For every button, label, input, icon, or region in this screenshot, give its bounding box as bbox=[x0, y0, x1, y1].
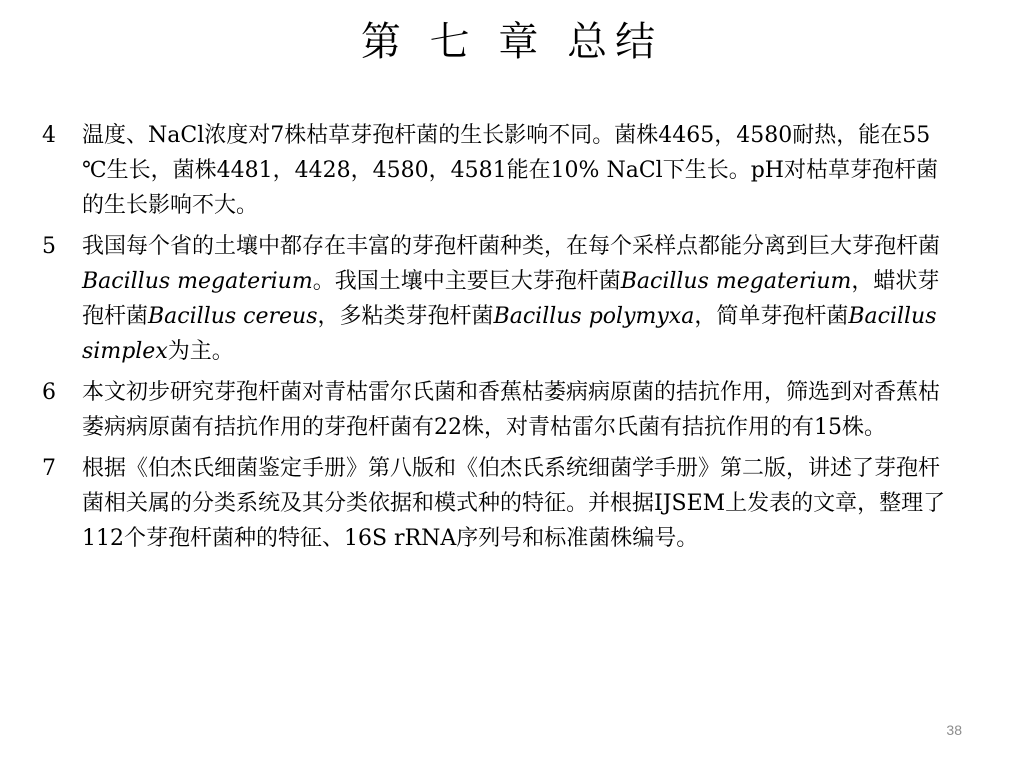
item-number: 4 bbox=[42, 123, 56, 148]
item-text bbox=[82, 380, 940, 440]
text-segment: 温度、NaCl浓度对7株枯草芽孢杆菌的生长影响不同。菌株4465，4580耐热，能在55 ℃生长，菌株4481，4428，4580，4581能在10% NaCl下生长。pH对枯草芽孢杆菌的生长影响不大。 bbox=[82, 123, 938, 218]
text-segment: 我国每个省的土壤中都存在丰富的芽孢杆菌种类，在每个采样点都能分离到巨大芽孢杆菌 bbox=[82, 234, 941, 259]
page-number: 38 bbox=[946, 722, 962, 738]
species-name: Bacillus simplex bbox=[82, 304, 937, 364]
summary-item bbox=[38, 118, 950, 223]
item-text bbox=[82, 456, 945, 551]
item-number: 6 bbox=[42, 380, 56, 405]
text-segment: ，多粘类芽孢杆菌 bbox=[317, 304, 494, 329]
text-segment: 为主。 bbox=[167, 339, 234, 364]
summary-item bbox=[38, 375, 950, 445]
slide-title: 第 七 章 总结 bbox=[360, 19, 664, 65]
text-segment: 本文初步研究芽孢杆菌对青枯雷尔氏菌和香蕉枯萎病病原菌的拮抗作用，筛选到对香蕉枯萎病病原菌有拮抗作用的芽孢杆菌有22株，对青枯雷尔氏菌有拮抗作用的有15株。 bbox=[82, 380, 941, 440]
text-segment: 根据《伯杰氏细菌鉴定手册》第八版和《伯杰氏系统细菌学手册》第二版，讲述了芽孢杆菌相关属的分类系统及其分类依据和模式种的特征。并根据IJSEM上发表的文章，整理了112个芽孢杆菌种的特征、16S rRNA序列号和标准菌株编号。 bbox=[82, 456, 946, 551]
item-number: 7 bbox=[42, 456, 56, 481]
text-segment: ，简单芽孢杆菌 bbox=[694, 304, 849, 329]
item-text bbox=[82, 234, 940, 364]
summary-item bbox=[38, 451, 950, 556]
species-name: Bacillus polymyxa bbox=[493, 304, 695, 329]
item-number: 5 bbox=[42, 234, 56, 259]
item-text bbox=[82, 123, 938, 218]
text-segment: 。我国土壤中主要巨大芽孢杆菌 bbox=[312, 269, 621, 294]
text-segment: ，蜡状芽孢杆菌 bbox=[82, 269, 940, 329]
species-name: Bacillus megaterium bbox=[620, 269, 852, 294]
species-name: Bacillus cereus bbox=[148, 304, 318, 329]
summary-list bbox=[38, 118, 950, 562]
species-name: Bacillus megaterium bbox=[82, 269, 313, 294]
summary-item bbox=[38, 229, 950, 369]
